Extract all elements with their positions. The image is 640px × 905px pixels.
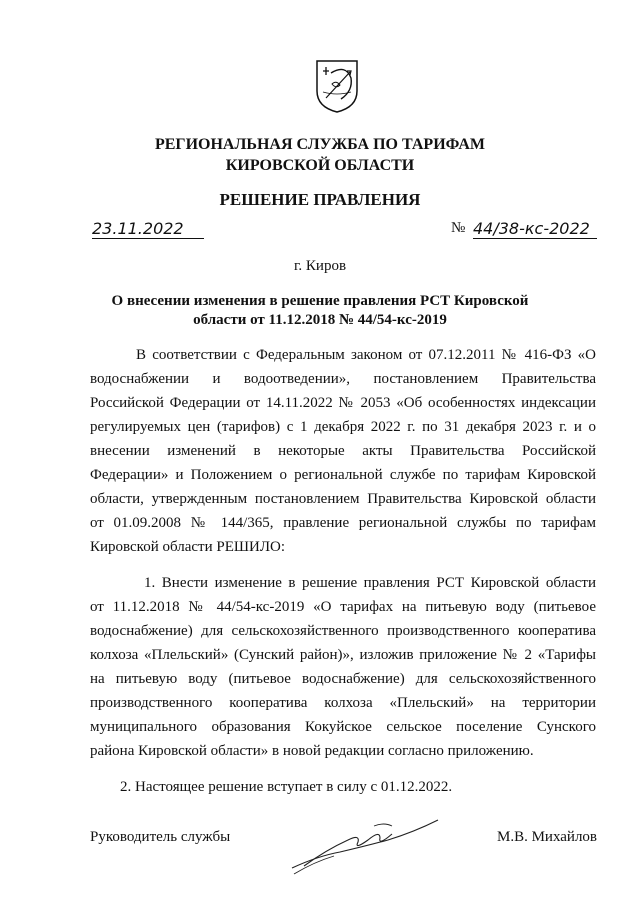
coat-of-arms-icon xyxy=(314,58,360,114)
body-line: от 01.09.2008 № 144/365, правление региональной службы по тарифам xyxy=(90,515,596,531)
body-line: внесении изменений в некоторые акты Правительства Российской xyxy=(90,443,596,459)
city: г. Киров xyxy=(293,258,347,274)
body-line: В соответствии с Федеральным законом от 07.12.2011 № 416-ФЗ «О xyxy=(136,347,596,363)
body-line: Российской Федерации от 14.11.2022 № 2053 «Об особенностях индексации xyxy=(90,395,596,411)
body-line: Кировской области РЕШИЛО: xyxy=(90,539,286,555)
document-number: 44/38-кс-2022 xyxy=(473,219,597,239)
item1-line: от 11.12.2018 № 44/54-кс-2019 «О тарифах на питьевую воду (питьевое xyxy=(90,599,596,615)
signature-icon xyxy=(288,816,448,878)
subject-line2: области от 11.12.2018 № 44/54-кс-2019 xyxy=(193,312,447,328)
number-sign: № xyxy=(451,220,466,236)
item1-line: района Кировской области» в новой редакции согласно приложению. xyxy=(90,743,534,759)
item1-line: водоснабжение) для сельскохозяйственного производственного кооператива xyxy=(90,623,596,639)
item2-line: 2. Настоящее решение вступает в силу с 01.12.2022. xyxy=(120,779,453,795)
body-line: Федерации» и Положением о региональной службе по тарифам Кировской xyxy=(90,467,596,483)
body-line: водоснабжении и водоотведении», постановлением Правительства xyxy=(90,371,596,387)
signer-name: М.В. Михайлов xyxy=(497,829,598,845)
document-type: РЕШЕНИЕ ПРАВЛЕНИЯ xyxy=(219,190,421,209)
signer-position: Руководитель службы xyxy=(90,829,231,845)
item1-line: 1. Внести изменение в решение правления РСТ Кировской области xyxy=(144,575,596,591)
body-line: области, утвержденным постановлением Правительства Кировской области xyxy=(90,491,596,507)
subject-line1: О внесении изменения в решение правления РСТ Кировской xyxy=(111,293,529,309)
body-line: регулируемых цен (тарифов) с 1 декабря 2022 г. по 31 декабря 2023 г. и о xyxy=(90,419,596,435)
org-name-line2: КИРОВСКОЙ ОБЛАСТИ xyxy=(225,157,415,174)
document-date: 23.11.2022 xyxy=(92,219,204,239)
item1-line: производственного кооператива колхоза «Плельский» на территории xyxy=(90,695,596,711)
item1-line: муниципального образования Кокуйское сельское поселение Сунского xyxy=(90,719,596,735)
org-name-line1: РЕГИОНАЛЬНАЯ СЛУЖБА ПО ТАРИФАМ xyxy=(154,136,486,153)
item1-line: на питьевую воду (питьевое водоснабжение) для сельскохозяйственного xyxy=(90,671,596,687)
item1-line: колхоза «Плельский» (Сунский район)», изложив приложение № 2 «Тарифы xyxy=(90,647,596,663)
